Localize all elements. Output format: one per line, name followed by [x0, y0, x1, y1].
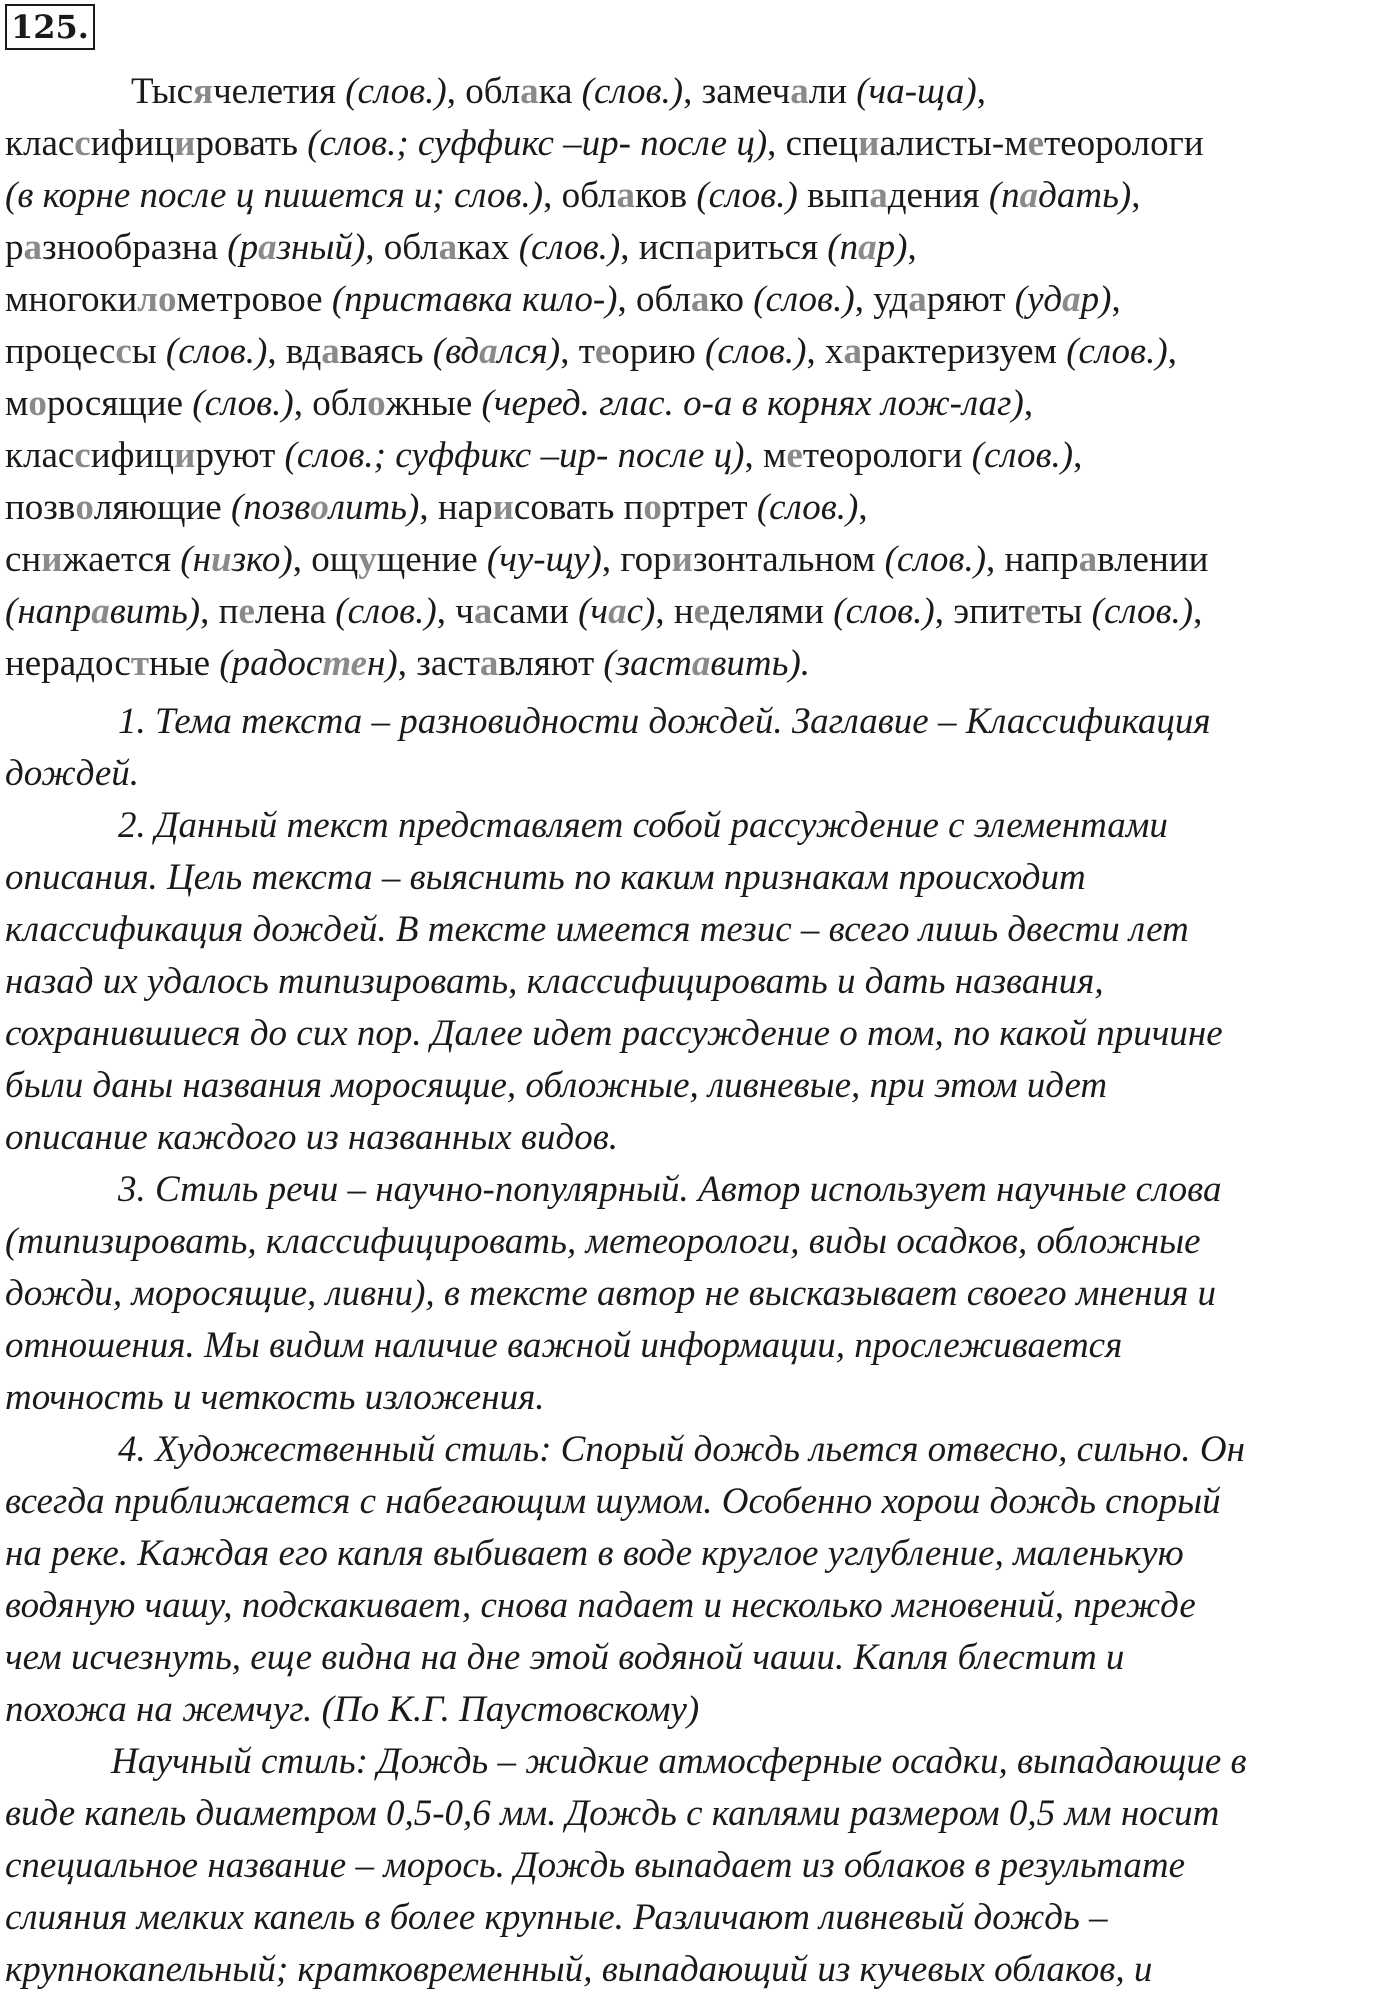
word-segment: (ча-ща)	[856, 71, 977, 112]
word-segment: н)	[367, 643, 398, 684]
word-segment: , м	[744, 435, 787, 476]
word-segment: ,	[1193, 591, 1203, 632]
word-segment: ,	[1167, 331, 1177, 372]
word-segment: , обл	[293, 383, 368, 424]
highlighted-letter: а	[616, 175, 636, 216]
answer-3-line: 3. Стиль речи – научно-популярный. Автор использует научные слова	[118, 1169, 1222, 1210]
word-segment: (слов.)	[345, 71, 447, 112]
word-segment: (приставка кило-)	[331, 279, 618, 320]
highlighted-letter: а	[473, 591, 493, 632]
word-segment: риться	[713, 227, 828, 268]
word-segment: орию	[611, 331, 705, 372]
highlighted-letter: с	[74, 123, 91, 164]
highlighted-letter: с	[115, 331, 132, 372]
word-segment: влении	[1097, 539, 1209, 580]
word-segment: ко	[709, 279, 754, 320]
highlighted-letter: и	[174, 435, 196, 476]
word-segment: м	[5, 383, 29, 424]
word-segment: делями	[710, 591, 834, 632]
word-segment: знообразна	[42, 227, 228, 268]
word-segment: (слов.)	[696, 175, 798, 216]
answer-2-line: описание каждого из названных видов.	[5, 1117, 619, 1158]
word-segment: , обл	[543, 175, 617, 216]
word-segment: (п	[988, 175, 1020, 216]
word-segment: с)	[626, 591, 656, 632]
word-segment: (радос	[219, 643, 323, 684]
word-segment: сн	[5, 539, 42, 580]
highlighted-letter: а	[258, 227, 277, 268]
word-segment: ков	[635, 175, 697, 216]
answer-3-line: точность и четкость изложения.	[5, 1377, 545, 1418]
word-segment: (вд	[432, 331, 480, 372]
word-segment: ,	[907, 227, 917, 268]
highlighted-letter: у	[358, 539, 377, 580]
word-segment: ряют	[926, 279, 1015, 320]
word-segment: ифиц	[90, 435, 175, 476]
word-segment: , уд	[854, 279, 909, 320]
word-segment: , исп	[620, 227, 695, 268]
word-list-line	[5, 638, 1395, 690]
word-segment: ртрет	[661, 487, 757, 528]
word-segment: жные	[385, 383, 482, 424]
word-segment: ли	[808, 71, 857, 112]
answer-2-line: сохранившиеся до сих пор. Далее идет рассуждение о том, по какой причине	[5, 1013, 1223, 1054]
word-segment: р)	[876, 227, 908, 268]
highlighted-letter: а	[479, 643, 499, 684]
answer-2-line: были даны названия моросящие, обложные, ливневые, при этом идет	[5, 1065, 1108, 1106]
word-segment: , т	[560, 331, 595, 372]
word-segment: совать п	[513, 487, 644, 528]
highlighted-letter: е	[1024, 591, 1042, 632]
word-segment: (ч	[578, 591, 609, 632]
answer-4-line: 4. Художественный стиль: Спорый дождь льется отвесно, сильно. Он	[118, 1429, 1245, 1470]
highlighted-letter: с	[74, 435, 91, 476]
word-segment: (слов.)	[971, 435, 1074, 476]
highlighted-letter: и	[210, 539, 232, 580]
word-segment: (слов.)	[705, 331, 807, 372]
word-segment: (чу-щу)	[486, 539, 602, 580]
word-segment: зко)	[231, 539, 293, 580]
word-segment: рактеризуем	[861, 331, 1067, 372]
word-segment: ,	[976, 71, 986, 112]
answer-3-line: (типизировать, классифицировать, метеорологи, виды осадков, обложные	[5, 1221, 1201, 1262]
word-segment: ваясь	[339, 331, 433, 372]
word-segment: (слов.)	[753, 279, 855, 320]
exercise-number: 125.	[5, 4, 95, 50]
word-segment: (позв	[230, 487, 311, 528]
word-list-line	[5, 118, 1395, 170]
highlighted-letter: и	[671, 539, 693, 580]
word-list-line	[5, 222, 1395, 274]
word-segment: , вд	[267, 331, 322, 372]
word-segment: (в корне после ц пишется и; слов.)	[5, 175, 544, 216]
word-list-line	[5, 586, 1395, 638]
highlighted-letter: а	[869, 175, 888, 216]
word-segment: челетия	[213, 71, 346, 112]
word-segment: лена	[254, 591, 336, 632]
answer-4-line: всегда приближается с набегающим шумом. Особенно хорош дождь спорый	[5, 1481, 1221, 1522]
word-segment: вить)	[109, 591, 201, 632]
highlighted-letter: ло	[137, 279, 177, 320]
answers	[5, 696, 1400, 1996]
word-segment: клас	[5, 123, 75, 164]
word-segment: , обл	[365, 227, 439, 268]
highlighted-letter: е	[1027, 123, 1045, 164]
highlighted-letter: е	[693, 591, 711, 632]
word-segment: , нар	[419, 487, 493, 528]
highlighted-letter: а	[1078, 539, 1098, 580]
word-segment: , гор	[601, 539, 672, 580]
answer-4-line: водяную чашу, подскакивает, снова падает и несколько мгновений, прежде	[5, 1585, 1196, 1626]
word-segment: р	[5, 227, 24, 268]
word-segment: (заст	[603, 643, 692, 684]
word-segment: ,	[1131, 175, 1141, 216]
word-segment: ,	[1111, 279, 1121, 320]
highlighted-letter: я	[193, 71, 214, 112]
highlighted-letter: а	[438, 227, 458, 268]
word-segment: (слов.)	[756, 487, 859, 528]
word-list-line	[5, 170, 1395, 222]
word-segment: (слов.)	[1091, 591, 1194, 632]
word-list	[5, 66, 1395, 690]
word-segment: нерадос	[5, 643, 131, 684]
highlighted-letter: о	[75, 487, 94, 528]
answer-2-line: 2. Данный текст представляет собой рассуждение с элементами	[118, 805, 1168, 846]
word-segment: , п	[200, 591, 239, 632]
word-segment: (слов.)	[335, 591, 437, 632]
word-segment: , заст	[397, 643, 480, 684]
word-list-line	[5, 378, 1395, 430]
word-segment: ,	[1073, 435, 1083, 476]
highlighted-letter: о	[643, 487, 662, 528]
highlighted-letter: е	[786, 435, 803, 476]
word-list-line	[5, 482, 1395, 534]
word-segment: щение	[376, 539, 487, 580]
word-segment: , х	[806, 331, 844, 372]
word-segment: , н	[655, 591, 694, 632]
word-segment: жается	[62, 539, 181, 580]
word-segment: (слов.)	[884, 539, 987, 580]
word-segment: лся)	[497, 331, 561, 372]
highlighted-letter: те	[322, 643, 368, 684]
answer-4-line: на реке. Каждая его капля выбивает в воде круглое углубление, маленькую	[5, 1533, 1184, 1574]
answer-5-line: слияния мелких капель в более крупные. Различают ливневый дождь –	[5, 1897, 1108, 1938]
highlighted-letter: и	[492, 487, 514, 528]
word-segment: (слов.; суффикс –ир- после ц)	[307, 123, 768, 164]
highlighted-letter: е	[238, 591, 255, 632]
highlighted-letter: о	[367, 383, 386, 424]
word-segment: руют	[195, 435, 285, 476]
word-segment: , обл	[446, 71, 521, 112]
word-segment: , замеч	[683, 71, 791, 112]
answer-5-line: специальное название – морось. Дождь выпадает из облаков в результате	[5, 1845, 1186, 1886]
word-segment: теорологи	[1044, 123, 1204, 164]
highlighted-letter: а	[790, 71, 809, 112]
highlighted-letter: а	[321, 331, 340, 372]
word-segment: , обл	[617, 279, 691, 320]
highlighted-letter: и	[41, 539, 63, 580]
word-segment: , спец	[767, 123, 859, 164]
answer-2-line: классификация дождей. В тексте имеется тезис – всего лишь двести лет	[5, 909, 1189, 950]
word-segment: (слов.)	[165, 331, 268, 372]
highlighted-letter: а	[843, 331, 862, 372]
highlighted-letter: а	[479, 331, 498, 372]
word-segment: зный)	[276, 227, 366, 268]
highlighted-letter: а	[23, 227, 42, 268]
word-segment: позв	[5, 487, 76, 528]
word-segment: ные	[149, 643, 220, 684]
word-list-line	[5, 274, 1395, 326]
word-segment: , напр	[986, 539, 1079, 580]
word-segment: многоки	[5, 279, 138, 320]
answer-5-line: виде капель диаметром 0,5-0,6 мм. Дождь с каплями размером 0,5 мм носит	[5, 1793, 1220, 1834]
word-segment: ифиц	[90, 123, 175, 164]
word-list-line	[5, 66, 1395, 118]
word-segment: (слов.)	[518, 227, 621, 268]
highlighted-letter: а	[908, 279, 927, 320]
word-segment: лить)	[328, 487, 420, 528]
word-segment: вляют	[498, 643, 604, 684]
word-segment: сами	[492, 591, 579, 632]
answer-1-line: дождей.	[5, 753, 140, 794]
highlighted-letter: а	[858, 227, 877, 268]
word-segment: зонтальном	[692, 539, 885, 580]
answer-5-line: Научный стиль: Дождь – жидкие атмосферные осадки, выпадающие в	[111, 1741, 1247, 1782]
word-segment: дать)	[1038, 175, 1132, 216]
word-segment: вып	[797, 175, 870, 216]
highlighted-letter: е	[594, 331, 612, 372]
highlighted-letter: а	[608, 591, 627, 632]
word-segment: росящие	[46, 383, 193, 424]
highlighted-letter: а	[91, 591, 110, 632]
highlighted-letter: о	[28, 383, 47, 424]
answer-1-line: 1. Тема текста – разновидности дождей. Заглавие – Классификация	[118, 701, 1211, 742]
word-segment: (черед. глас. о-а в корнях лож-лаг)	[481, 383, 1024, 424]
highlighted-letter: о	[310, 487, 329, 528]
word-segment: (слов.)	[192, 383, 294, 424]
word-segment: (н	[180, 539, 211, 580]
highlighted-letter: а	[1062, 279, 1081, 320]
answer-5-line: крупнокапельный; кратковременный, выпадающий из кучевых облаков, и	[5, 1949, 1153, 1990]
word-segment: , ощ	[292, 539, 359, 580]
word-list-line	[5, 430, 1395, 482]
word-segment: ровать	[195, 123, 308, 164]
word-segment: дения	[887, 175, 989, 216]
answer-4-line: похожа на жемчуг. (По К.Г. Паустовскому)	[5, 1689, 700, 1730]
word-segment: , ч	[436, 591, 474, 632]
highlighted-letter: а	[694, 227, 714, 268]
word-segment: (п	[827, 227, 859, 268]
answer-4-line: чем исчезнуть, еще видна на дне этой водяной чаши. Капля блестит и	[5, 1637, 1125, 1678]
word-segment: алисты-м	[879, 123, 1028, 164]
word-segment: (р	[227, 227, 259, 268]
word-segment: ляющие	[93, 487, 231, 528]
answer-2-line: описания. Цель текста – выяснить по каким признакам происходит	[5, 857, 1086, 898]
word-segment: ках	[457, 227, 519, 268]
word-segment: теорологи	[802, 435, 972, 476]
word-segment: (уд	[1014, 279, 1063, 320]
word-segment: процес	[5, 331, 116, 372]
highlighted-letter: а	[690, 279, 710, 320]
word-segment: ,	[1023, 383, 1034, 424]
word-list-line	[5, 326, 1395, 378]
highlighted-letter: а	[1019, 175, 1039, 216]
word-segment: (слов.)	[1066, 331, 1168, 372]
highlighted-letter: и	[174, 123, 196, 164]
word-segment: ты	[1041, 591, 1092, 632]
word-segment: ы	[131, 331, 166, 372]
word-segment: (слов.)	[833, 591, 935, 632]
word-segment: (слов.)	[581, 71, 684, 112]
word-segment: метровое	[176, 279, 332, 320]
highlighted-letter: т	[130, 643, 150, 684]
word-segment: (слов.; суффикс –ир- после ц)	[284, 435, 745, 476]
answer-3-line: отношения. Мы видим наличие важной информации, прослеживается	[5, 1325, 1123, 1366]
highlighted-letter: а	[520, 71, 539, 112]
word-segment: р)	[1080, 279, 1112, 320]
highlighted-letter: и	[858, 123, 880, 164]
word-segment: , эпит	[934, 591, 1025, 632]
word-segment: ка	[538, 71, 582, 112]
answer-2-line: назад их удалось типизировать, классифицировать и дать названия,	[5, 961, 1104, 1002]
word-segment: клас	[5, 435, 75, 476]
word-segment: (напр	[5, 591, 92, 632]
highlighted-letter: а	[691, 643, 711, 684]
word-list-line	[5, 534, 1395, 586]
answer-3-line: дожди, моросящие, ливни), в тексте автор не высказывает своего мнения и	[5, 1273, 1217, 1314]
word-segment: ,	[858, 487, 868, 528]
word-segment: вить).	[710, 643, 811, 684]
word-segment: Тыс	[131, 71, 194, 112]
